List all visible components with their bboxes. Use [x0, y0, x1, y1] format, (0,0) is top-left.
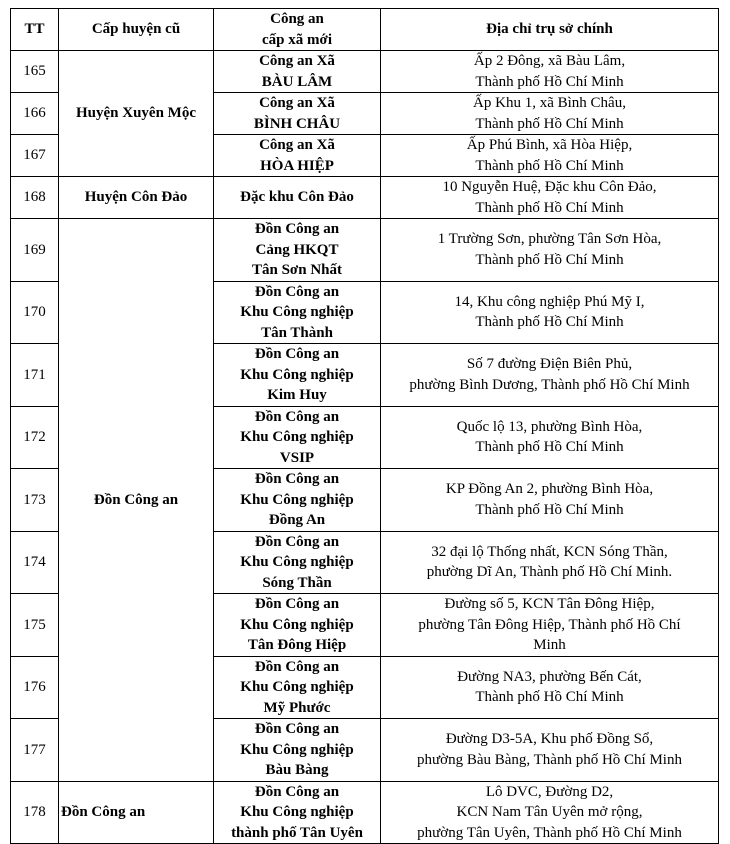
unit-line: Đồng An: [268, 512, 326, 528]
address-line: 1 Trường Sơn, phường Tân Sơn Hòa,: [437, 231, 662, 248]
row-number: 168: [11, 177, 59, 219]
address-line: 14, Khu công nghiệp Phú Mỹ I,: [454, 293, 645, 310]
unit-line: Đồn Công an: [254, 408, 340, 425]
address-cell: [381, 656, 719, 719]
address-line: Ấp Khu 1, xã Bình Châu,: [473, 95, 626, 111]
unit-line: Khu Công nghiệp: [240, 679, 354, 695]
table-row: [11, 177, 719, 219]
unit-line: Đồn Công an: [254, 221, 340, 237]
address-cell: [381, 219, 719, 282]
unit-line: Đồn Công an: [254, 721, 340, 737]
unit-line: Khu Công nghiệp: [240, 741, 354, 758]
unit-cell: [214, 135, 381, 177]
table-row: [11, 781, 719, 844]
address-cell: [381, 135, 719, 177]
address-line: phường Tân Uyên, Thành phố Hồ Chí Minh: [417, 824, 682, 841]
address-cell: [381, 719, 719, 782]
header-district: Cấp huyện cũ: [59, 9, 214, 51]
row-number: 165: [11, 51, 59, 93]
address-line: Lô DVC, Đường D2,: [485, 783, 614, 800]
unit-cell: [214, 281, 381, 344]
row-number: 170: [11, 281, 59, 344]
address-line: phường Bình Dương, Thành phố Hồ Chí Minh: [409, 376, 690, 393]
district-cell: Đồn Công an: [59, 781, 214, 844]
address-cell: [381, 93, 719, 135]
unit-line: Đồn Công an: [254, 471, 340, 487]
address-cell: [381, 594, 719, 657]
table-row: [11, 219, 719, 282]
unit-cell: [214, 656, 381, 719]
unit-cell: [214, 344, 381, 407]
unit-line: Tân Sơn Nhất: [251, 262, 342, 278]
address-line: Thành phố Hồ Chí Minh: [475, 115, 624, 132]
unit-line: Khu Công nghiệp: [240, 616, 354, 633]
unit-cell: [214, 531, 381, 594]
row-number: 171: [11, 344, 59, 407]
row-number: 172: [11, 406, 59, 469]
police-stations-table: [10, 8, 719, 844]
row-number: 167: [11, 135, 59, 177]
address-line: Đường số 5, KCN Tân Đông Hiệp,: [444, 596, 655, 612]
address-line: Thành phố Hồ Chí Minh: [475, 251, 624, 268]
unit-line: Tân Đông Hiệp: [247, 637, 347, 653]
address-line: 32 đại lộ Thống nhất, KCN Sóng Thần,: [431, 543, 668, 560]
unit-line: Cảng HKQT: [255, 241, 339, 258]
address-line: Minh: [533, 637, 566, 653]
address-cell: [381, 531, 719, 594]
row-number: 169: [11, 219, 59, 282]
table-row: [11, 51, 719, 93]
unit-cell: [214, 219, 381, 282]
address-line: KCN Nam Tân Uyên mở rộng,: [456, 804, 643, 820]
row-number: 175: [11, 594, 59, 657]
unit-line: Khu Công nghiệp: [240, 304, 354, 320]
address-line: Thành phố Hồ Chí Minh: [475, 689, 624, 706]
unit-line: Khu Công nghiệp: [240, 366, 354, 383]
district-cell: Huyện Xuyên Mộc: [59, 51, 214, 177]
district-cell: Huyện Côn Đảo: [59, 177, 214, 219]
address-line: Thành phố Hồ Chí Minh: [475, 157, 624, 174]
row-number: 173: [11, 469, 59, 532]
header-tt: TT: [11, 9, 59, 51]
unit-cell: [214, 719, 381, 782]
unit-line: BÀU LÂM: [261, 73, 333, 90]
address-cell: [381, 406, 719, 469]
unit-cell: [214, 594, 381, 657]
unit-line: Sóng Thần: [262, 574, 332, 591]
address-line: Thành phố Hồ Chí Minh: [475, 73, 624, 90]
address-cell: [381, 51, 719, 93]
row-number: 174: [11, 531, 59, 594]
district-cell: Đồn Công an: [59, 219, 214, 782]
address-cell: [381, 781, 719, 844]
unit-line: Công an Xã: [259, 95, 335, 111]
row-number: 177: [11, 719, 59, 782]
address-line: Số 7 đường Điện Biên Phủ,: [466, 356, 633, 373]
unit-line: Khu Công nghiệp: [240, 804, 354, 820]
address-line: Đường NA3, phường Bến Cát,: [457, 668, 642, 685]
unit-line: Công an Xã: [259, 137, 335, 153]
unit-line: thành phố Tân Uyên: [231, 824, 363, 841]
unit-line: Mỹ Phước: [263, 699, 331, 716]
unit-line: Đồn Công an: [254, 658, 340, 675]
unit-line: Khu Công nghiệp: [240, 554, 354, 570]
unit-line: Đồn Công an: [254, 596, 340, 612]
address-line: Ấp 2 Đông, xã Bàu Lâm,: [473, 53, 626, 69]
address-line: phường Bàu Bàng, Thành phố Hồ Chí Minh: [417, 751, 682, 768]
unit-line: Công an Xã: [259, 53, 335, 69]
unit-line: Kim Huy: [267, 387, 327, 403]
header-unit-line: Công an: [270, 11, 324, 27]
row-number: 166: [11, 93, 59, 135]
unit-cell: [214, 51, 381, 93]
row-number: 176: [11, 656, 59, 719]
unit-line: Bàu Bàng: [265, 762, 329, 778]
row-number: 178: [11, 781, 59, 844]
unit-line: Tân Thành: [261, 324, 333, 341]
address-cell: [381, 177, 719, 219]
unit-line: Khu Công nghiệp: [240, 491, 354, 508]
unit-line: Đồn Công an: [254, 283, 340, 300]
header-unit: [214, 9, 381, 51]
unit-line: Khu Công nghiệp: [240, 429, 354, 445]
unit-line: Đồn Công an: [254, 533, 340, 550]
unit-cell: [214, 781, 381, 844]
address-line: Thành phố Hồ Chí Minh: [475, 439, 624, 456]
header-unit-line: cấp xã mới: [262, 31, 332, 48]
address-line: 10 Nguyễn Huệ, Đặc khu Côn Đảo,: [442, 179, 657, 195]
header-address: Địa chỉ trụ sở chính: [381, 9, 719, 51]
unit-line: HÒA HIỆP: [260, 157, 334, 174]
unit-cell: [214, 93, 381, 135]
address-cell: [381, 469, 719, 532]
address-line: Thành phố Hồ Chí Minh: [475, 501, 624, 518]
address-cell: [381, 281, 719, 344]
unit-line: Đặc khu Côn Đảo: [240, 189, 354, 206]
unit-cell: [214, 177, 381, 219]
unit-line: VSIP: [279, 449, 315, 466]
address-line: phường Dĩ An, Thành phố Hồ Chí Minh.: [426, 564, 673, 581]
header-row: [11, 9, 719, 51]
unit-line: Đồn Công an: [254, 346, 340, 362]
address-line: Ấp Phú Bình, xã Hòa Hiệp,: [466, 137, 633, 153]
address-line: phường Tân Đông Hiệp, Thành phố Hồ Chí: [418, 616, 681, 633]
address-line: Quốc lộ 13, phường Bình Hòa,: [456, 418, 643, 435]
address-line: Thành phố Hồ Chí Minh: [475, 199, 624, 216]
address-line: Đường D3-5A, Khu phố Đồng Sổ,: [445, 731, 654, 748]
unit-line: Đồn Công an: [254, 783, 340, 800]
address-cell: [381, 344, 719, 407]
address-line: Thành phố Hồ Chí Minh: [475, 314, 624, 331]
address-line: KP Đồng An 2, phường Bình Hòa,: [445, 481, 654, 498]
unit-cell: [214, 406, 381, 469]
unit-cell: [214, 469, 381, 532]
unit-line: BÌNH CHÂU: [253, 115, 341, 132]
